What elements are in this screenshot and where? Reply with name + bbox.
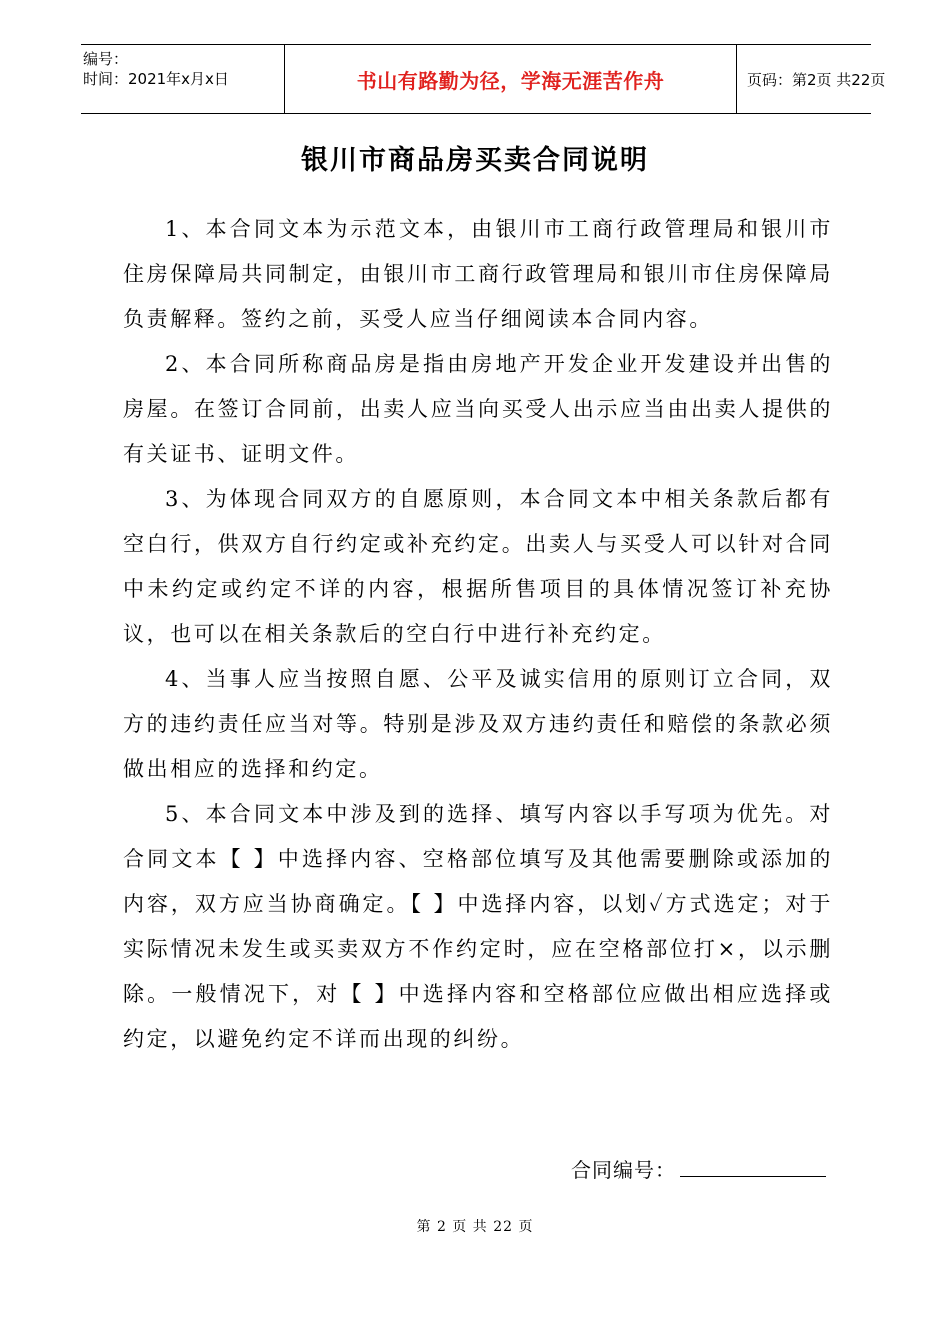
document-number-label: 编号： [83, 50, 129, 68]
contract-number-label: 合同编号： [571, 1158, 676, 1182]
page-footer: 第 2 页 共 22 页 [416, 1219, 534, 1235]
header-page-info: 页码：第2页 共22页 [747, 70, 886, 89]
paragraph-4: 4、当事人应当按照自愿、公平及诚实信用的原则订立合同，双方的违约责任应当对等。特别是涉及双方违约责任和赔偿的条款必须做出相应的选择和约定。 [123, 667, 833, 781]
paragraph-2: 2、本合同所称商品房是指由房地产开发企业开发建设并出售的房屋。在签订合同前，出卖人应当向买受人出示应当由出卖人提供的有关证书、证明文件。 [123, 352, 833, 466]
page-header [81, 44, 886, 114]
paragraph-3: 3、为体现合同双方的自愿原则，本合同文本中相关条款后都有空白行，供双方自行约定或补充约定。出卖人与买受人可以针对合同中未约定或约定不详的内容，根据所售项目的具体情况签订补充协议，也可以在相关条款后的空白行中进行补充约定。 [123, 487, 833, 646]
document-title: 银川市商品房买卖合同说明 [301, 145, 649, 176]
paragraph-1: 1、本合同文本为示范文本，由银川市工商行政管理局和银川市住房保障局共同制定，由银川市工商行政管理局和银川市住房保障局负责解释。签约之前，买受人应当仔细阅读本合同内容。 [123, 217, 833, 331]
header-meta [81, 45, 285, 113]
paragraph-5: 5、本合同文本中涉及到的选择、填写内容以手写项为优先。对合同文本【 】中选择内容、空格部位填写及其他需要删除或添加的内容，双方应当协商确定。【 】中选择内容，以划✓方式选定；对于实际情况未发生或买卖双方不作约定时，应在空格部位打×，以示删除。一般情况下，对【 】中选择内容和空格部位应做出相应选择或约定，以避免约定不详而出现的纠纷。 [123, 802, 833, 1051]
contract-number-blank [680, 1156, 826, 1177]
document-time-label: 时间：2021年x月x日 [83, 70, 229, 88]
contract-number [571, 1154, 826, 1183]
header-motto: 书山有路勤为径，学海无涯苦作舟 [285, 45, 737, 113]
document-body [123, 207, 833, 1062]
